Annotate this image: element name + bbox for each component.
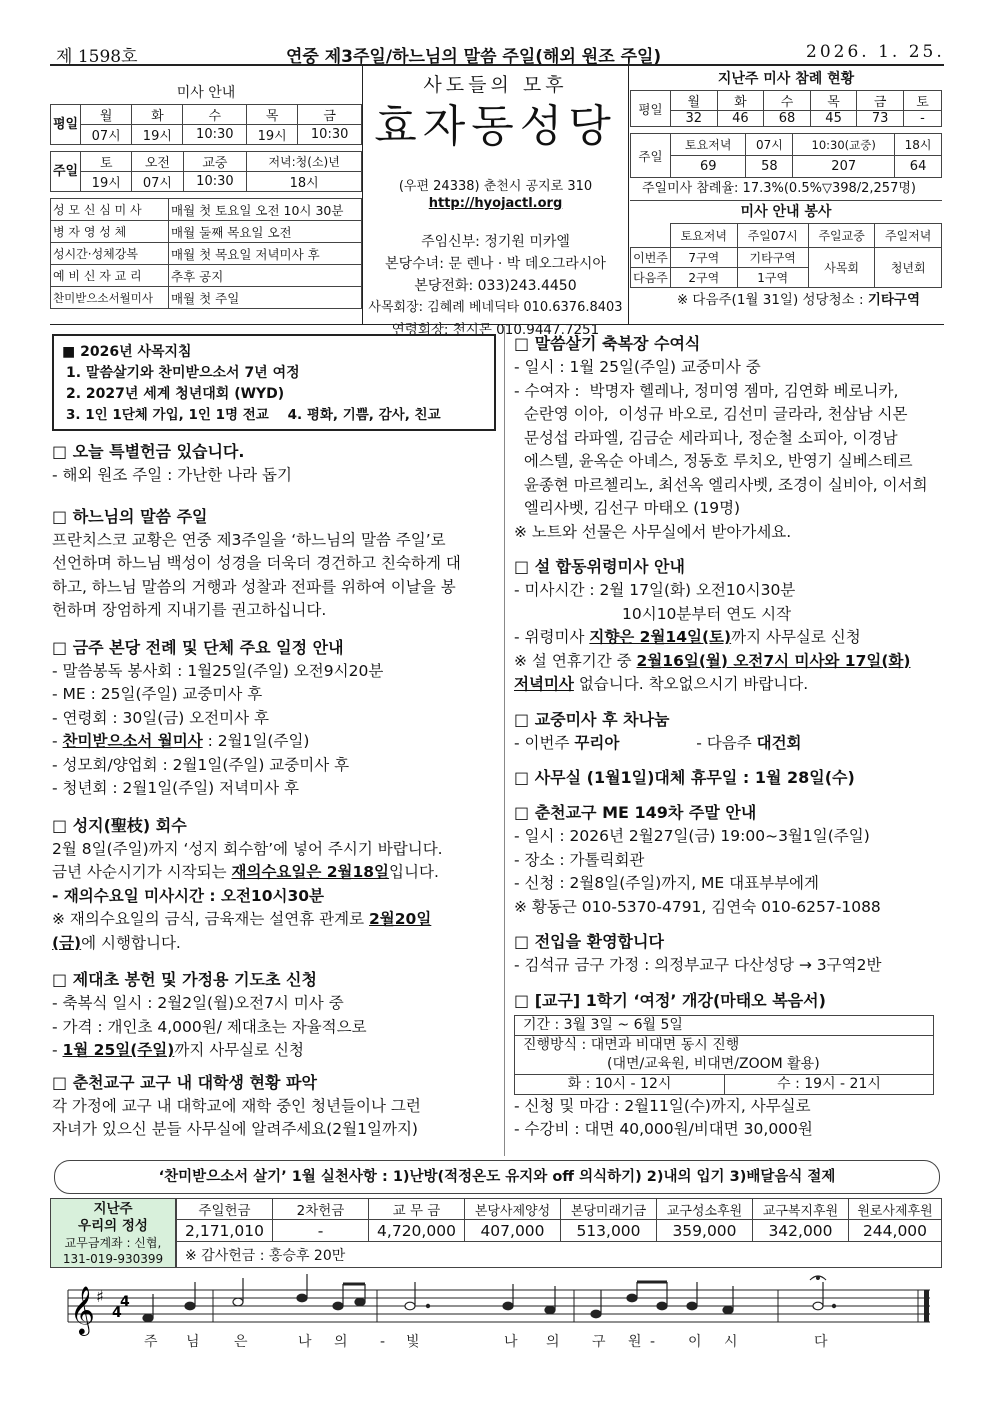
text-line: - 김석규 금구 가정 : 의정부교구 다산성당 → 3구역2반 bbox=[514, 956, 882, 974]
lyric: 구 bbox=[592, 1334, 606, 1350]
day: 토 bbox=[81, 152, 132, 172]
text-line: 프란치스코 교황은 연중 제3주일을 ‘하느님의 말씀 주일’로 bbox=[52, 530, 446, 549]
day: 수 bbox=[183, 105, 247, 125]
text-line bbox=[52, 861, 492, 885]
text-line: 자녀가 있으신 분들 사무실에 알려주세요(2월1일까지) bbox=[52, 1120, 418, 1138]
student-survey-title: □ 춘천교구 교구 내 대학생 현황 파악 bbox=[52, 1072, 317, 1092]
text-line: 엘리사벳, 김선구 마태오 (19명) bbox=[514, 499, 741, 517]
left-column bbox=[52, 440, 492, 1142]
account-line-1: 교무금계좌 : 신협, bbox=[64, 1236, 162, 1250]
note bbox=[185, 1302, 195, 1310]
extra-value: 매월 첫 목요일 저녁미사 후 bbox=[169, 243, 362, 265]
thanks-offering-note: ※ 감사헌금 : 홍승후 20만 bbox=[177, 1242, 942, 1268]
day: 금 bbox=[298, 105, 362, 125]
count: 73 bbox=[857, 111, 904, 127]
text-line: 순란영 이아, 이성규 바오로, 김선미 글라라, 천삼남 시몬 bbox=[514, 405, 908, 423]
note bbox=[355, 1298, 365, 1306]
text-line: - 일시 : 1월 25일(주일) 교중미사 중 bbox=[514, 358, 761, 376]
text-line: - 축복식 일시 : 2월2일(월)오전7시 미사 중 bbox=[52, 994, 344, 1012]
text: : 2월1일(주일) bbox=[202, 732, 310, 750]
cleaning-note bbox=[630, 288, 942, 312]
offering-label-1: 지난주 bbox=[93, 1201, 133, 1217]
time: 19시 bbox=[247, 125, 298, 145]
day: 화 bbox=[132, 105, 183, 125]
text-line: 하고, 하느님 말씀의 거행과 성찰과 전파를 위하여 이날을 봉 bbox=[52, 577, 456, 596]
lyric: 나 bbox=[298, 1334, 312, 1350]
text: 없습니다. 착오없으시기 바랍니다. bbox=[573, 675, 809, 693]
note bbox=[591, 1310, 601, 1318]
extra-value: 매월 첫 토요일 오전 10시 30분 bbox=[169, 199, 362, 221]
day: 수 bbox=[764, 91, 811, 111]
text-line: 10시10분부터 연도 시작 bbox=[622, 604, 792, 623]
note bbox=[687, 1302, 697, 1310]
offering-table bbox=[176, 1198, 942, 1268]
cell: 2구역 bbox=[671, 268, 738, 288]
day: 월 bbox=[81, 105, 132, 125]
day: 목 bbox=[810, 91, 857, 111]
note bbox=[723, 1306, 733, 1314]
day: 금 bbox=[857, 91, 904, 111]
palm-return-title: □ 성지(聖枝) 회수 bbox=[52, 815, 187, 835]
course-table bbox=[514, 1015, 934, 1095]
time: 10:30 bbox=[183, 172, 247, 192]
sharp-icon: ♯ bbox=[96, 1287, 104, 1306]
cell: 7구역 bbox=[671, 248, 738, 268]
highlight: 2월20일 bbox=[369, 910, 432, 928]
extra-name: 찬미받으소서월미사 bbox=[51, 287, 169, 309]
me-weekend-title: □ 춘천교구 ME 149차 주말 안내 bbox=[514, 803, 757, 822]
schedule-title: □ 금주 본당 전례 및 단체 주요 일정 안내 bbox=[52, 637, 344, 657]
weekday-label: 평일 bbox=[631, 91, 671, 127]
weekday-label: 평일 bbox=[51, 105, 81, 145]
highlight: (금) bbox=[52, 933, 82, 952]
lyric: 의 bbox=[334, 1334, 348, 1350]
attendance-rate: 주일미사 참례율: 17.3%(0.5%▽398/2,257명) bbox=[630, 178, 942, 201]
cell: 사목회 bbox=[808, 248, 875, 288]
count: - bbox=[903, 111, 941, 127]
lyric: 의 bbox=[546, 1334, 560, 1350]
count: 64 bbox=[895, 156, 942, 178]
cell: 1구역 bbox=[737, 268, 808, 288]
issue-number: 제 1598호 bbox=[56, 47, 138, 67]
service-title: 미사 안내 봉사 bbox=[740, 204, 832, 220]
day: 오전 bbox=[132, 152, 183, 172]
course-wed: 수 : 19시 - 21시 bbox=[725, 1074, 934, 1094]
count: 68 bbox=[764, 111, 811, 127]
extra-name: 성 모 신 심 미 사 bbox=[51, 199, 169, 221]
attendance-title: 지난주 미사 참례 현황 bbox=[717, 71, 855, 87]
right-column bbox=[514, 332, 944, 1142]
text-line: - 신청 : 2월8일(주일)까지, ME 대표부부에게 bbox=[514, 874, 819, 892]
lyric: 나 bbox=[504, 1334, 518, 1350]
offering-header: 본당사제양성 bbox=[465, 1199, 561, 1220]
count: 46 bbox=[717, 111, 764, 127]
guideline-item: 2. 2027년 세계 청년대회 (WYD) bbox=[66, 386, 285, 402]
offering-header: 주일헌금 bbox=[177, 1199, 273, 1220]
text-line bbox=[514, 673, 944, 697]
text-line: - 수여자 : 박명자 헬레나, 정미영 젬마, 김연화 베로니카, bbox=[514, 381, 899, 400]
col: 토요저녁 bbox=[671, 224, 738, 248]
text: 금년 사순시기가 시작되는 bbox=[52, 863, 232, 881]
music-staff bbox=[50, 1272, 944, 1352]
text-line: - 1월 25일(주일)까지 사무실로 신청 bbox=[52, 1041, 304, 1059]
divider bbox=[628, 66, 629, 324]
lyric: 주 bbox=[144, 1334, 158, 1350]
parish-subtitle: 사도들의 모후 bbox=[423, 74, 568, 96]
column-divider bbox=[504, 326, 505, 1156]
note bbox=[297, 1294, 307, 1302]
day: 토 bbox=[903, 91, 941, 111]
lyric: - bbox=[650, 1334, 656, 1350]
highlight: 찬미받으소서 월미사 bbox=[62, 732, 203, 750]
team: 대건회 bbox=[756, 733, 802, 752]
text-line: - 수강비 : 대면 40,000원/비대면 30,000원 bbox=[514, 1120, 813, 1138]
sunday-label: 주일 bbox=[51, 152, 81, 192]
day: 저녁:청(소)년 bbox=[247, 152, 362, 172]
slot: 07시 bbox=[746, 134, 793, 156]
guideline-item: 3. 1인 1단체 가입, 1인 1명 전교 4. 평화, 기쁨, 감사, 친교 bbox=[66, 407, 441, 423]
highlight: 재의수요일은 2월18일 bbox=[231, 863, 390, 881]
tea-title: □ 교중미사 후 차나눔 bbox=[514, 709, 670, 729]
lyric: 다 bbox=[814, 1334, 828, 1350]
candle-title: □ 제대초 봉헌 및 가정용 기도초 신청 bbox=[52, 970, 317, 989]
cleaning-team: 기타구역 bbox=[867, 292, 920, 308]
text: 까지 사무실로 신청 bbox=[731, 628, 861, 646]
offering-header: 교 무 금 bbox=[369, 1199, 465, 1220]
slot: 18시 bbox=[895, 134, 942, 156]
offering-label bbox=[50, 1198, 176, 1268]
offering-header: 본당미래기금 bbox=[561, 1199, 657, 1220]
count: 207 bbox=[793, 156, 895, 178]
parish-url[interactable]: http://hyojactl.org bbox=[428, 196, 563, 211]
text-line: 윤종현 마르첼리노, 최선옥 엘리사벳, 조경이 실비아, 이서희 bbox=[514, 475, 928, 494]
text-line: - 미사시간 : 2월 17일(화) 오전10시30분 bbox=[514, 581, 796, 599]
offering-value: 4,720,000 bbox=[369, 1220, 465, 1242]
offering-value: 2,171,010 bbox=[177, 1220, 273, 1242]
sunday-attendance-table bbox=[630, 133, 942, 178]
lyric: 원 bbox=[628, 1334, 642, 1350]
extra-mass-table bbox=[50, 198, 362, 309]
note bbox=[333, 1302, 343, 1310]
text-line: 각 가정에 교구 내 대학교에 재학 중인 청년들이나 그런 bbox=[52, 1096, 421, 1115]
offering-value: 342,000 bbox=[753, 1220, 849, 1242]
parish-sister: 본당수녀: 문 렌나 · 박 데오그라시아 bbox=[385, 256, 606, 272]
special-offering-title: □ 오늘 특별헌금 있습니다. bbox=[52, 442, 245, 461]
slot: 토요저녁 bbox=[671, 134, 746, 156]
row-label: 이번주 bbox=[631, 248, 671, 268]
text: 에 시행합니다. bbox=[81, 933, 181, 952]
note bbox=[503, 1302, 513, 1310]
welcome-title: □ 전입을 환영합니다 bbox=[514, 932, 664, 951]
text-line: - 일시 : 2026년 2월27일(금) 19:00~3월1일(주일) bbox=[514, 827, 870, 845]
highlight: 2월16일(월) 오전7시 미사와 17일(화) bbox=[636, 651, 911, 670]
guideline-item: 1. 말씀살기와 찬미받으소서 7년 여정 bbox=[66, 365, 300, 381]
note bbox=[233, 1298, 243, 1306]
time: 07시 bbox=[81, 125, 132, 145]
weekday-attendance-table bbox=[630, 90, 942, 127]
text-line: - 말씀봉독 봉사회 : 1월25일(주일) 오전9시20분 bbox=[52, 661, 384, 680]
cleaning-prefix: ※ 다음주(1월 31일) 성당청소 : bbox=[676, 292, 864, 308]
offering-value: 407,000 bbox=[465, 1220, 561, 1242]
time: 19시 bbox=[132, 125, 183, 145]
count: 69 bbox=[671, 156, 746, 178]
memorial-mass-title: □ 설 합동위령미사 안내 bbox=[514, 557, 685, 576]
text-line: - 찬미받으소서 월미사 : 2월1일(주일) bbox=[52, 732, 310, 750]
time-signature: 4 bbox=[112, 1305, 122, 1321]
course-period: 기간 : 3월 3일 ~ 6월 5일 bbox=[515, 1015, 934, 1035]
text: 까지 사무실로 신청 bbox=[174, 1041, 304, 1059]
council-head: 사목회장: 김혜례 베네딕타 010.6376.8403 bbox=[368, 300, 623, 315]
text-line: - 가격 : 개인초 4,000원/ 제대초는 자율적으로 bbox=[52, 1017, 367, 1036]
text-line bbox=[514, 732, 944, 756]
time-signature: 4 bbox=[120, 1294, 130, 1310]
cell: 기타구역 bbox=[737, 248, 808, 268]
parish-address: (우편 24338) 춘천시 공지로 310 bbox=[398, 179, 593, 194]
text-line: 선언하며 하느님 백성이 성경을 더욱더 경건하고 친숙하게 대 bbox=[52, 554, 461, 572]
mass-guide bbox=[50, 66, 362, 322]
elder-head: 연령회장: 천시몬 010.9447.7251 bbox=[391, 322, 600, 338]
day: 화 bbox=[717, 91, 764, 111]
extra-name: 성시간·성체강복 bbox=[51, 243, 169, 265]
note bbox=[657, 1302, 667, 1310]
col: 주일07시 bbox=[737, 224, 808, 248]
text: - 다음주 bbox=[696, 733, 757, 752]
extra-value: 매월 둘째 목요일 오전 bbox=[169, 221, 362, 243]
note bbox=[143, 1314, 153, 1322]
text-line: - 청년회 : 2월1일(주일) 저녁미사 후 bbox=[52, 779, 299, 797]
extra-name: 예 비 신 자 교 리 bbox=[51, 265, 169, 287]
sunday-label: 주일 bbox=[631, 134, 671, 178]
text-line: - 신청 및 마감 : 2월11일(수)까지, 사무실로 bbox=[514, 1096, 811, 1115]
extra-value: 매월 첫 주일 bbox=[169, 287, 362, 309]
highlight: 1월 25일(주일) bbox=[62, 1041, 175, 1059]
text-line bbox=[52, 908, 492, 932]
sunday-mass-table bbox=[50, 151, 362, 192]
text-line: - ME : 25일(주일) 교중미사 후 bbox=[52, 685, 263, 703]
treble-clef-icon: 𝄞 bbox=[70, 1285, 95, 1334]
team: 꾸리아 bbox=[574, 733, 620, 752]
method-line: (대면/교육원, 비대면/ZOOM 활용) bbox=[607, 1055, 820, 1072]
text-line: 2월 8일(주일)까지 ‘성지 회수함’에 넣어 주시기 바랍니다. bbox=[52, 839, 443, 858]
lyric: 이 bbox=[688, 1334, 702, 1350]
lyrics bbox=[144, 1333, 828, 1350]
parish-phone: 본당전화: 033)243.4450 bbox=[414, 278, 577, 294]
time: 18시 bbox=[247, 172, 362, 192]
account-line-2: 131-019-930399 bbox=[62, 1252, 164, 1266]
guidelines-title: ■ 2026년 사목지침 bbox=[62, 344, 192, 360]
day: 목 bbox=[247, 105, 298, 125]
corner bbox=[631, 224, 671, 248]
parish-info bbox=[363, 66, 628, 341]
col: 주일저녁 bbox=[875, 224, 942, 248]
slot: 10:30(교중) bbox=[793, 134, 895, 156]
note bbox=[627, 1294, 637, 1302]
text: - 위령미사 bbox=[514, 628, 590, 646]
time: 19시 bbox=[81, 172, 132, 192]
extra-name: 병 자 영 성 체 bbox=[51, 221, 169, 243]
header-title: 연중 제3주일/하느님의 말씀 주일(해외 원조 주일) bbox=[286, 47, 662, 67]
offering-value: - bbox=[273, 1220, 369, 1242]
count: 45 bbox=[810, 111, 857, 127]
text: 입니다. bbox=[389, 863, 439, 881]
note bbox=[405, 1302, 415, 1310]
word-sunday-title: □ 하느님의 말씀 주일 bbox=[52, 506, 208, 526]
count: 32 bbox=[671, 111, 718, 127]
text-line: ※ 황동근 010-5370-4791, 김연숙 010-6257-1088 bbox=[514, 897, 881, 916]
time: 10:30 bbox=[298, 125, 362, 145]
time: 10:30 bbox=[183, 125, 247, 145]
text-line bbox=[52, 932, 492, 956]
text-line: - 재의수요일 미사시간 : 오전10시30분 bbox=[52, 886, 325, 905]
day: 월 bbox=[671, 91, 718, 111]
lyric: 은 bbox=[234, 1334, 248, 1350]
guidelines-box bbox=[52, 334, 496, 431]
text: ※ 재의수요일의 금식, 금육재는 설연휴 관계로 bbox=[52, 910, 369, 928]
mass-guide-title: 미사 안내 bbox=[176, 85, 236, 101]
office-holiday-title: □ 사무실 (1월1일)대체 휴무일 : 1월 28일(수) bbox=[514, 768, 855, 787]
col: 주일교중 bbox=[808, 224, 875, 248]
method-line: 진행방식 : 대면과 비대면 동시 진행 bbox=[523, 1036, 740, 1053]
weekday-mass-table bbox=[50, 104, 362, 145]
row-label: 다음주 bbox=[631, 268, 671, 288]
offering-header: 교구성소후원 bbox=[657, 1199, 753, 1220]
section-rule bbox=[50, 324, 944, 325]
attendance bbox=[630, 66, 942, 312]
time: 07시 bbox=[132, 172, 183, 192]
count: 58 bbox=[746, 156, 793, 178]
offering-header: 원로사제후원 bbox=[849, 1199, 942, 1220]
offering-value: 513,000 bbox=[561, 1220, 657, 1242]
note bbox=[813, 1302, 823, 1310]
text-line: - 성모회/양업회 : 2월1일(주일) 교중미사 후 bbox=[52, 755, 350, 774]
course-tue: 화 : 10시 - 12시 bbox=[515, 1074, 725, 1094]
offering-header: 2차헌금 bbox=[273, 1199, 369, 1220]
text-line bbox=[514, 650, 944, 674]
parish-name: 효자동성당 bbox=[374, 101, 617, 152]
highlight: 저녁미사 bbox=[514, 675, 574, 693]
service-table bbox=[630, 223, 942, 288]
offering-value: 244,000 bbox=[849, 1220, 942, 1242]
highlight: 지향은 2월14일(토) bbox=[589, 628, 732, 646]
offering-header: 교구복지후원 bbox=[753, 1199, 849, 1220]
text-line: - 해외 원조 주일 : 가난한 나라 돕기 bbox=[52, 466, 292, 484]
note bbox=[545, 1306, 555, 1314]
text-line: 문성섭 라파엘, 김금순 세라피나, 정순철 소피아, 이경남 bbox=[514, 428, 898, 447]
text: - 이번주 bbox=[514, 733, 575, 752]
text-line: - 연령회 : 30일(금) 오전미사 후 bbox=[52, 708, 269, 727]
text-line bbox=[514, 626, 944, 650]
lyric: 시 bbox=[724, 1334, 738, 1350]
text: ※ 설 연휴기간 중 bbox=[514, 651, 637, 670]
offering-value: 359,000 bbox=[657, 1220, 753, 1242]
blessing-title: □ 말씀살기 축복장 수여식 bbox=[514, 334, 701, 353]
extra-value: 추후 공지 bbox=[169, 265, 362, 287]
issue-date: 2026. 1. 25. bbox=[806, 42, 945, 62]
parish-pastor: 주임신부: 정기원 미카엘 bbox=[421, 234, 570, 250]
course-title: □ [교구] 1학기 ‘여정’ 개강(마태오 복음서) bbox=[514, 990, 826, 1010]
text-line: - 장소 : 가톨릭회관 bbox=[514, 850, 645, 869]
cell: 청년회 bbox=[875, 248, 942, 288]
practice-banner: ‘찬미받으소서 살기’ 1월 실천사항 : 1)난방(적정온도 유지와 off 의식하기) 2)내의 입기 3)배달음식 절제 bbox=[54, 1160, 940, 1194]
text-line: ※ 노트와 선물은 사무실에서 받아가세요. bbox=[514, 522, 792, 541]
course-method bbox=[515, 1035, 934, 1074]
text-line: 에스텔, 윤옥순 아녜스, 정동호 루치오, 반영기 실베스테르 bbox=[514, 452, 913, 470]
text-line: 헌하며 장엄하게 지내기를 권고하십니다. bbox=[52, 601, 327, 619]
lyric: 님 bbox=[186, 1334, 200, 1350]
offering-label-2: 우리의 정성 bbox=[78, 1218, 148, 1234]
lyric: 빛 bbox=[406, 1334, 420, 1350]
lyric: - bbox=[380, 1334, 386, 1350]
day: 교중 bbox=[183, 152, 247, 172]
